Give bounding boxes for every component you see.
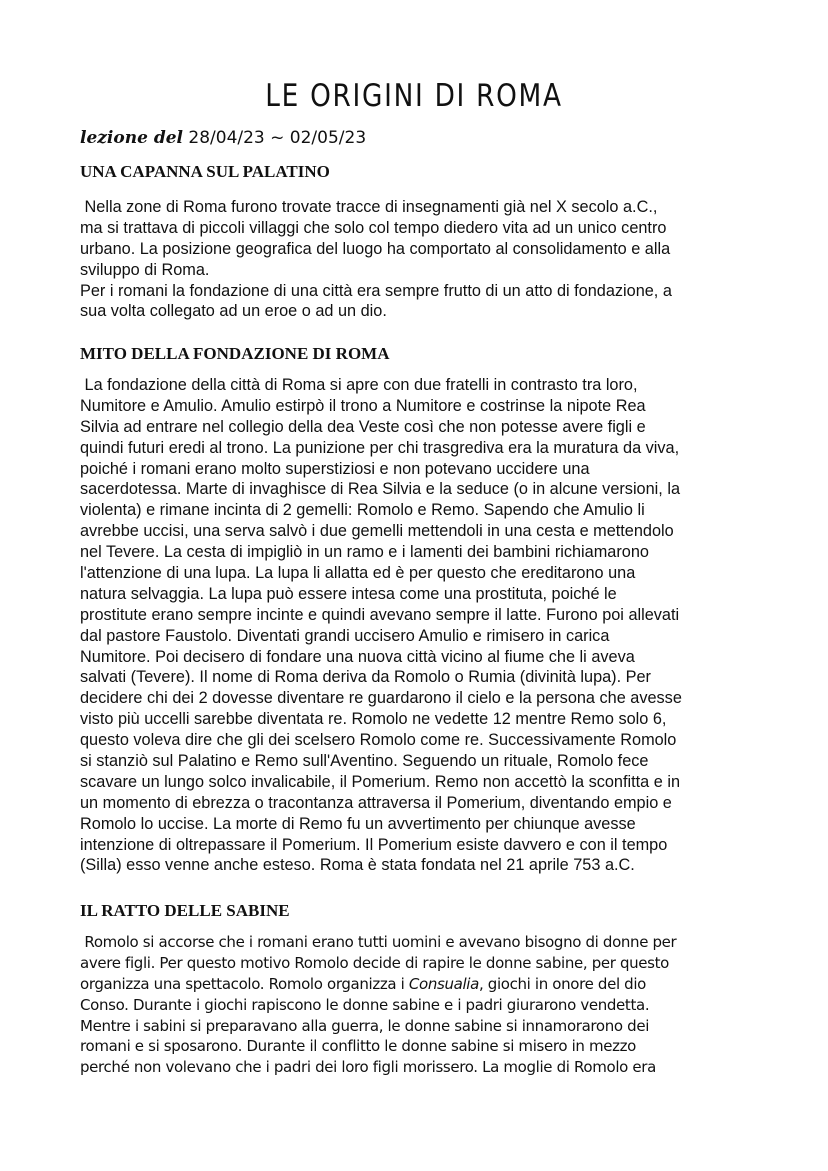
text-line: scavare un lungo solco invalicabile, il Pomerium. Remo non accettò la sconfitta e in (80, 772, 680, 791)
text-line: avrebbe uccisi, una serva salvò i due gemelli mettendoli in una cesta e mettendolo (80, 522, 674, 541)
text-line (80, 974, 676, 995)
text-line: natura selvaggia. La lupa può essere intesa come una prostituta, poiché le (80, 584, 617, 603)
text-line: prostitute erano sempre incinte e quindi avevano sempre il latte. Furono poi allevati (80, 605, 680, 624)
text-line: Nella zone di Roma furono trovate tracce di insegnamenti già nel X secolo a.C., (80, 198, 658, 216)
section-heading-sabine: IL RATTO DELLE SABINE (80, 901, 290, 920)
section-paragraph-sabine (80, 932, 676, 1078)
text-line: visto più uccelli sarebbe diventata re. Romolo ne vedette 12 mentre Remo solo 6, (80, 710, 667, 729)
section-heading-mito: MITO DELLA FONDAZIONE DI ROMA (80, 344, 390, 363)
text-line: La fondazione della città di Roma si apre con due fratelli in contrasto tra loro, (80, 376, 638, 394)
text-line: l'attenzione di una lupa. La lupa li allatta ed è per questo che ereditarono una (80, 564, 636, 583)
text-line: quindi futuri eredi al trono. La punizione per chi trasgrediva era la muratura da viva, (80, 438, 680, 457)
text-line: (Silla) esso venne anche esteso. Roma è stata fondata nel 21 aprile 753 a.C. (80, 856, 635, 875)
text-line: sua volta collegato ad un eroe o ad un dio. (80, 302, 387, 321)
italic-term: Consualia (408, 974, 479, 993)
text-line: avere figli. Per questo motivo Romolo decide di rapire le donne sabine, per questo (80, 953, 670, 972)
text-line: sacerdotessa. Marte di invaghisce di Rea Silvia e la seduce (o in alcune versioni, la (80, 480, 681, 499)
lesson-date-range: 28/04/23 ~ 02/05/23 (188, 128, 367, 148)
text-line: violenta) e rimane incinta di 2 gemelli: Romolo e Remo. Sapendo che Amulio li (80, 501, 645, 520)
section-paragraph-mito (80, 375, 682, 876)
text-line: si stanziò sul Palatino e Remo sull'Aventino. Seguendo un rituale, Romolo fece (80, 752, 649, 771)
text-line: dal pastore Faustolo. Diventati grandi uccisero Amulio e rimisero in carica (80, 626, 610, 645)
text-fragment: organizza una spettacolo. Romolo organizza i (80, 974, 409, 993)
text-fragment: , giochi in onore del dio (478, 974, 647, 993)
text-line: un momento di ebrezza o tracontanza attraversa il Pomerium, diventando empio e (80, 793, 672, 812)
lesson-date-label: lezione del (80, 128, 183, 148)
section-heading-palatino: UNA CAPANNA SUL PALATINO (80, 162, 330, 181)
text-line: Romolo si accorse che i romani erano tutti uomini e avevano bisogno di donne per (80, 933, 677, 951)
text-line: Conso. Durante i giochi rapiscono le donne sabine e i padri giurarono vendetta. (80, 995, 650, 1014)
lesson-date (80, 128, 366, 148)
text-line: poiché i romani erano molto superstiziosi e non potevano uccidere una (80, 459, 590, 478)
text-line: perché non volevano che i padri dei loro figli morissero. La moglie di Romolo era (80, 1058, 656, 1077)
text-line: questo voleva dire che gli dei scelsero Romolo come re. Successivamente Romolo (80, 731, 677, 750)
text-line: romani e si sposarono. Durante il conflitto le donne sabine si misero in mezzo (80, 1037, 636, 1056)
text-line: intenzione di oltrepassare il Pomerium. Il Pomerium esiste davvero e con il tempo (80, 835, 668, 854)
text-line: Numitore e Amulio. Amulio estirpò il trono a Numitore e costrinse la nipote Rea (80, 396, 646, 415)
text-line: Mentre i sabini si preparavano alla guerra, le donne sabine si innamorarono dei (80, 1016, 650, 1035)
text-line: Silvia ad entrare nel collegio della dea Veste così che non potesse avere figli e (80, 417, 646, 436)
text-line: Per i romani la fondazione di una città era sempre frutto di un atto di fondazione, a (80, 281, 672, 300)
text-line: Romolo lo uccise. La morte di Remo fu un avvertimento per chiunque avesse (80, 814, 636, 833)
text-line: urbano. La posizione geografica del luogo ha comportato al consolidamento e alla (80, 239, 671, 258)
text-line: decidere chi dei 2 dovesse diventare re guardarono il cielo e la persona che avesse (80, 689, 682, 708)
text-line: salvati (Tevere). Il nome di Roma deriva da Romolo o Rumia (divinità lupa). Per (80, 668, 651, 687)
text-line: nel Tevere. La cesta di impigliò in un ramo e i lamenti dei bambini richiamarono (80, 543, 649, 562)
text-line: Numitore. Poi decisero di fondare una nuova città vicino al fiume che li aveva (80, 647, 635, 666)
document-title: LE ORIGINI DI ROMA (265, 78, 563, 114)
section-paragraph-palatino (80, 197, 672, 322)
text-line: ma si trattava di piccoli villaggi che solo col tempo diedero vita ad un unico centro (80, 218, 667, 237)
text-line: sviluppo di Roma. (80, 260, 210, 279)
